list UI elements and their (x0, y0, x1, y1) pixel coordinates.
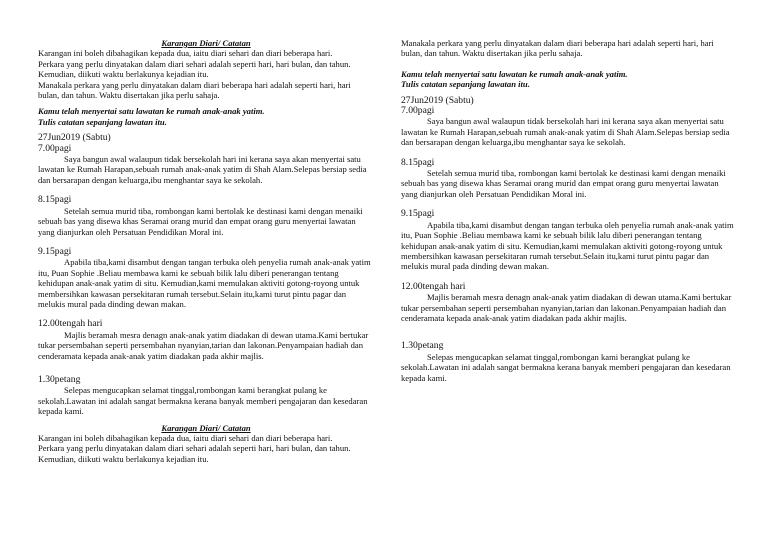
task-line: Kamu telah menyertai satu lawatan ke rumah anak-anak yatim. (38, 106, 265, 117)
task-line: Tulis catatan sepanjang lawatan itu. (401, 79, 530, 90)
entry-text: Saya bangun awal walaupun tidak bersekolah hari ini kerana saya akan menyertai satu lawatan ke Rumah Harapan,sebuah rumah anak-anak yatim di Shah Alam.Selepas bersiap sedia dan bersarapan dengan keluarga,ibu menghantar saya ke sekolah. (38, 154, 367, 185)
intro-line: Karangan ini boleh dibahagikan kepada dua, iaitu diari sehari dan diari beberapa hari. (38, 433, 333, 443)
entry-time: 1.30petang (38, 373, 81, 385)
entry-text: Majlis beramah mesra denagn anak-anak yatim diadakan di dewan utama.Kami bertukar tukar persembahan seperti persembahan nyanyian,tarian dan lakonan.Penyampaian hadiah dan cenderamata kepada anak-anak yatim diadakan pada akhir majlis. (38, 329, 369, 361)
entry-text: Selepas mengucapkan selamat tinggal,rombongan kami berangkat pulang ke sekolah.Lawatan ini adalah sangat bermakna kerana banyak memberi pengajaran dan kesedaran kepada kami. (38, 385, 368, 417)
entry-text: Selepas mengucapkan selamat tinggal,rombongan kami berangkat pulang ke sekolah.Lawatan ini adalah sangat bermakna kerana banyak memberi pengajaran dan kesedaran kepada kami. (401, 351, 731, 383)
entry-text: Majlis beramah mesra denagn anak-anak yatim diadakan di dewan utama.Kami bertukar tukar persembahan seperti persembahan nyanyian,tarian dan lakonan.Penyampaian hadiah dan cenderamata kepada anak-anak yatim diadakan pada akhir majlis. (401, 292, 732, 323)
entry-text: Apabila tiba,kami disambut dengan tangan terbuka oleh penyelia rumah anak-anak yatim itu, Puan Sophie .Beliau membawa kami ke sebuah bilik lalu diberi penerangan tentang kehidupan anak-anak yatim di situ. Kemudian,kami memulakan aktiviti gotong-royong untuk membersihkan kawasan persekitaran rumah tersebut.Selain itu,kami turut pintu pagar dan melukis mural pada dinding dewan makan. (38, 257, 371, 309)
intro-line: Kemudian, diikuti waktu berlakunya kejadian itu. (38, 453, 209, 464)
entry-text: Setelah semua murid tiba, rombongan kami bertolak ke destinasi kami dengan menaiki sebuah bas yang disewa khas Seramai orang murid dan empat orang guru menyertai lawatan yang dianjurkan oleh Persatuan Pendidikan Moral ini. (38, 205, 363, 237)
task-line: Tulis catatan sepanjang lawatan itu. (38, 116, 167, 127)
intro-line: Manakala perkara yang perlu dinyatakan dalam diari beberapa hari adalah seperti hari, hari bulan, dan tahun. Waktu disertakan jika perlu sahaja. (401, 38, 714, 59)
entry-time: 1.30petang (401, 340, 444, 352)
entry-time: 7.00pagi (38, 142, 72, 154)
entry-time: 8.15pagi (38, 194, 72, 206)
intro-line: Perkara yang perlu dinyatakan dalam diari sehari adalah seperti hari, hari bulan, dan tahun. (38, 58, 351, 69)
entry-text: Saya bangun awal walaupun tidak bersekolah hari ini kerana saya akan menyertai satu lawatan ke Rumah Harapan,sebuah rumah anak-anak yatim di Shah Alam.Selepas bersiap sedia dan bersarapan dengan keluarga,ibu menghantar saya ke sekolah. (401, 116, 730, 148)
entry-time: 9.15pagi (38, 245, 72, 257)
entry-time: 7.00pagi (401, 105, 435, 117)
page-title: Karangan Diari/ Catatan (161, 38, 251, 48)
intro-line: Karangan ini boleh dibahagikan kepada dua, iaitu diari sehari dan diari beberapa hari. (38, 48, 333, 59)
entry-time: 12.00tengah hari (38, 318, 103, 330)
entry-time: 8.15pagi (401, 156, 435, 168)
entry-time: 12.00tengah hari (401, 280, 466, 292)
entry-text: Setelah semua murid tiba, rombongan kami bertolak ke destinasi kami dengan menaiki sebuah bas yang disewa khas Seramai orang murid dan empat orang guru menyertai lawatan yang dianjurkan oleh Persatuan Pendidikan Moral ini. (401, 168, 726, 199)
left-column (38, 38, 374, 464)
task-line: Kamu telah menyertai satu lawatan ke rumah anak-anak yatim. (401, 68, 628, 79)
entry-date: 27Jun2019 (Sabtu) (401, 94, 474, 106)
intro-line: Manakala perkara yang perlu dinyatakan dalam diari beberapa hari adalah seperti hari, hari bulan, dan tahun. Waktu disertakan jika perlu sahaja. (38, 79, 351, 101)
intro-line: Perkara yang perlu dinyatakan dalam diari sehari adalah seperti hari, hari bulan, dan tahun. (38, 443, 351, 454)
page-title-repeat: Karangan Diari/ Catatan (161, 422, 251, 433)
entry-text: Apabila tiba,kami disambut dengan tangan terbuka oleh penyelia rumah anak-anak yatim itu, Puan Sophie .Beliau membawa kami ke sebuah bilik lalu diberi penerangan tentang kehidupan anak-anak yatim di situ. Kemudian,kami memulakan aktiviti gotong-royong untuk membersihkan kawasan persekitaran rumah tersebut.Selain itu,kami turut pintu pagar dan melukis mural pada dinding dewan makan. (401, 219, 734, 272)
entry-date: 27Jun2019 (Sabtu) (38, 132, 111, 144)
entry-time: 9.15pagi (401, 208, 435, 220)
intro-line: Kemudian, diikuti waktu berlakunya kejadian itu. (38, 69, 209, 80)
right-column (401, 38, 737, 383)
